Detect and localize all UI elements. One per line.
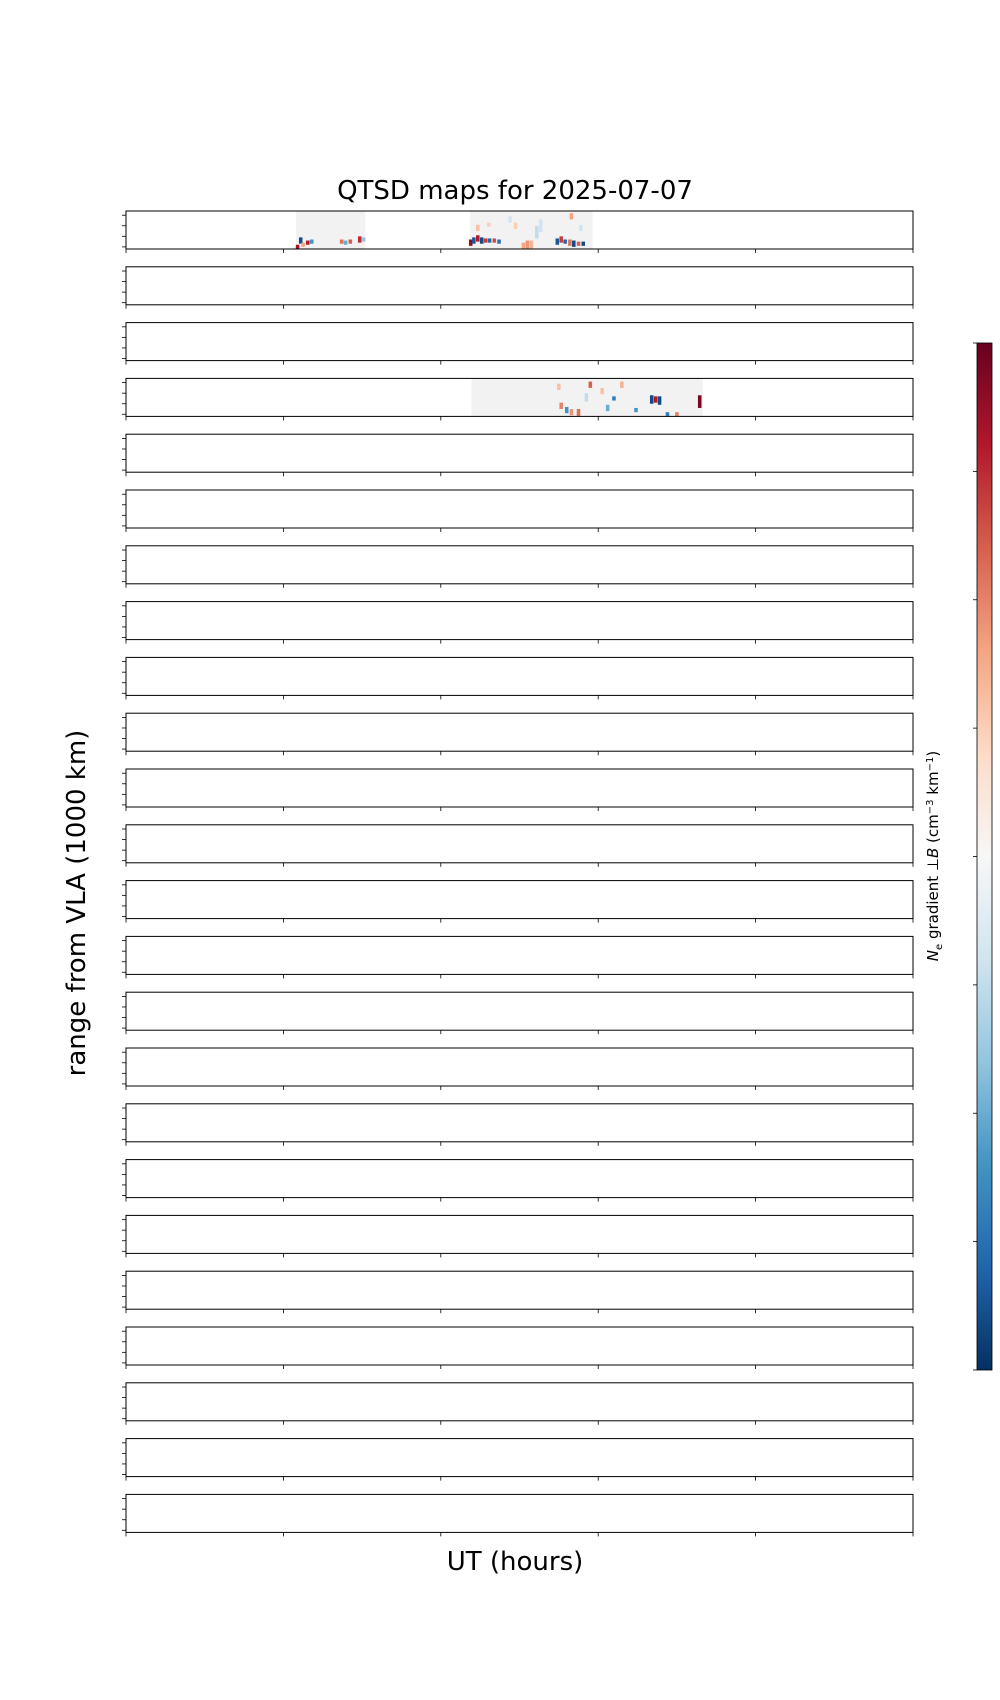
panel-hour-10 xyxy=(122,769,913,811)
panel-frame xyxy=(126,1494,913,1532)
data-cell xyxy=(530,241,534,249)
data-cell xyxy=(310,240,314,244)
x-axis-label: UT (hours) xyxy=(446,1547,584,1577)
panel-hour-6 xyxy=(122,546,913,588)
panel-hour-9 xyxy=(122,713,913,755)
panel-frame xyxy=(126,434,913,472)
data-cell xyxy=(508,216,512,222)
colorbar-label-part: B xyxy=(924,847,942,859)
panel-hour-5 xyxy=(122,490,913,532)
data-cell xyxy=(620,382,624,388)
colorbar-label xyxy=(924,751,945,961)
data-cell xyxy=(559,236,563,242)
data-cell xyxy=(577,242,581,246)
panel-frame xyxy=(126,1160,913,1198)
data-cell xyxy=(557,384,561,390)
data-cell xyxy=(570,213,574,219)
panel-hour-12 xyxy=(122,881,913,923)
panel-hour-8 xyxy=(122,657,913,699)
panel-hour-15 xyxy=(122,1048,913,1090)
panel-frame xyxy=(126,1104,913,1142)
data-cell xyxy=(514,223,518,229)
data-cell xyxy=(572,241,576,247)
data-cell xyxy=(488,238,492,242)
data-cell xyxy=(301,243,305,247)
panel-frame xyxy=(126,1271,913,1309)
data-cell xyxy=(634,408,638,412)
data-cell xyxy=(306,241,310,245)
panel-data xyxy=(296,211,593,251)
data-cell xyxy=(497,240,501,244)
panel-frame xyxy=(126,936,913,974)
data-cell xyxy=(612,396,616,400)
data-cell xyxy=(698,395,702,408)
panel-hour-21 xyxy=(122,1383,913,1425)
panel-hour-11 xyxy=(122,825,913,867)
data-cell xyxy=(589,382,593,388)
data-cell xyxy=(487,223,491,227)
data-cell xyxy=(658,396,662,404)
panel-hour-4 xyxy=(122,434,913,476)
data-cell xyxy=(581,242,585,246)
data-cell xyxy=(476,225,480,231)
panel-hour-19 xyxy=(122,1271,913,1313)
panel-hour-7 xyxy=(122,602,913,644)
data-cell xyxy=(526,241,530,252)
colorbar-label-part: e xyxy=(934,943,945,950)
colorbar-label-part: ) xyxy=(924,750,942,757)
data-cell xyxy=(493,238,497,242)
data-cell xyxy=(535,226,539,239)
panel-frame xyxy=(126,1215,913,1253)
data-cell xyxy=(472,237,476,243)
panel-stack xyxy=(122,211,913,1536)
panel-frame xyxy=(126,657,913,695)
data-cell xyxy=(340,240,344,244)
panel-frame xyxy=(126,546,913,584)
colorbar-label-part: gradient ⊥ xyxy=(924,858,942,944)
colorbar-gradient xyxy=(977,343,992,1370)
panel-hour-2 xyxy=(122,323,913,365)
data-cell xyxy=(556,238,560,244)
panel-frame xyxy=(126,490,913,528)
data-cell xyxy=(654,396,658,402)
data-cell xyxy=(480,237,484,243)
data-cell xyxy=(349,240,353,244)
data-cell xyxy=(600,388,604,394)
data-cell xyxy=(539,219,543,232)
colorbar-label-part: (cm xyxy=(924,814,942,848)
panel-hour-16 xyxy=(122,1104,913,1146)
colorbar xyxy=(924,343,992,1370)
data-cell xyxy=(296,245,300,251)
colorbar-label-part: −3 xyxy=(925,799,936,815)
data-cell xyxy=(585,393,589,401)
panel-hour-17 xyxy=(122,1160,913,1202)
panel-hour-3 xyxy=(122,378,913,420)
chart-title: QTSD maps for 2025-07-07 xyxy=(337,176,693,206)
data-cell xyxy=(666,412,670,416)
data-cell xyxy=(650,395,654,403)
panel-frame xyxy=(126,323,913,361)
panel-hour-18 xyxy=(122,1215,913,1257)
data-cell xyxy=(579,225,583,231)
data-cell xyxy=(563,240,567,244)
data-cell xyxy=(362,237,366,241)
data-cell xyxy=(606,405,610,411)
panel-frame xyxy=(126,267,913,305)
panel-frame xyxy=(126,1439,913,1477)
panel-hour-14 xyxy=(122,992,913,1034)
panel-frame xyxy=(126,1383,913,1421)
panel-hour-20 xyxy=(122,1327,913,1369)
data-cell xyxy=(344,241,348,245)
y-axis-label: range from VLA (1000 km) xyxy=(62,729,92,1077)
panel-hour-13 xyxy=(122,936,913,978)
data-cell xyxy=(358,236,362,242)
panel-data xyxy=(471,378,702,417)
data-cell xyxy=(469,240,473,246)
data-cell xyxy=(570,409,574,415)
panel-hour-1 xyxy=(122,267,913,309)
panel-frame xyxy=(126,825,913,863)
data-cell xyxy=(565,407,569,413)
panel-frame xyxy=(126,602,913,640)
panel-frame xyxy=(126,1327,913,1365)
colorbar-label-part: km xyxy=(924,771,942,800)
data-cell xyxy=(559,403,563,409)
panel-frame xyxy=(126,881,913,919)
data-cell xyxy=(568,240,572,246)
panel-hour-0 xyxy=(122,211,913,253)
colorbar-label-part: N xyxy=(924,949,942,962)
colorbar-label-part: −1 xyxy=(925,756,936,772)
panel-frame xyxy=(126,1048,913,1086)
panel-frame xyxy=(126,992,913,1030)
data-cell xyxy=(484,238,488,242)
panel-frame xyxy=(126,713,913,751)
panel-frame xyxy=(126,769,913,807)
data-cell xyxy=(522,243,526,251)
data-cell xyxy=(476,235,480,241)
panel-hour-22 xyxy=(122,1439,913,1481)
panel-hour-23 xyxy=(122,1494,913,1536)
data-cell xyxy=(675,412,679,416)
